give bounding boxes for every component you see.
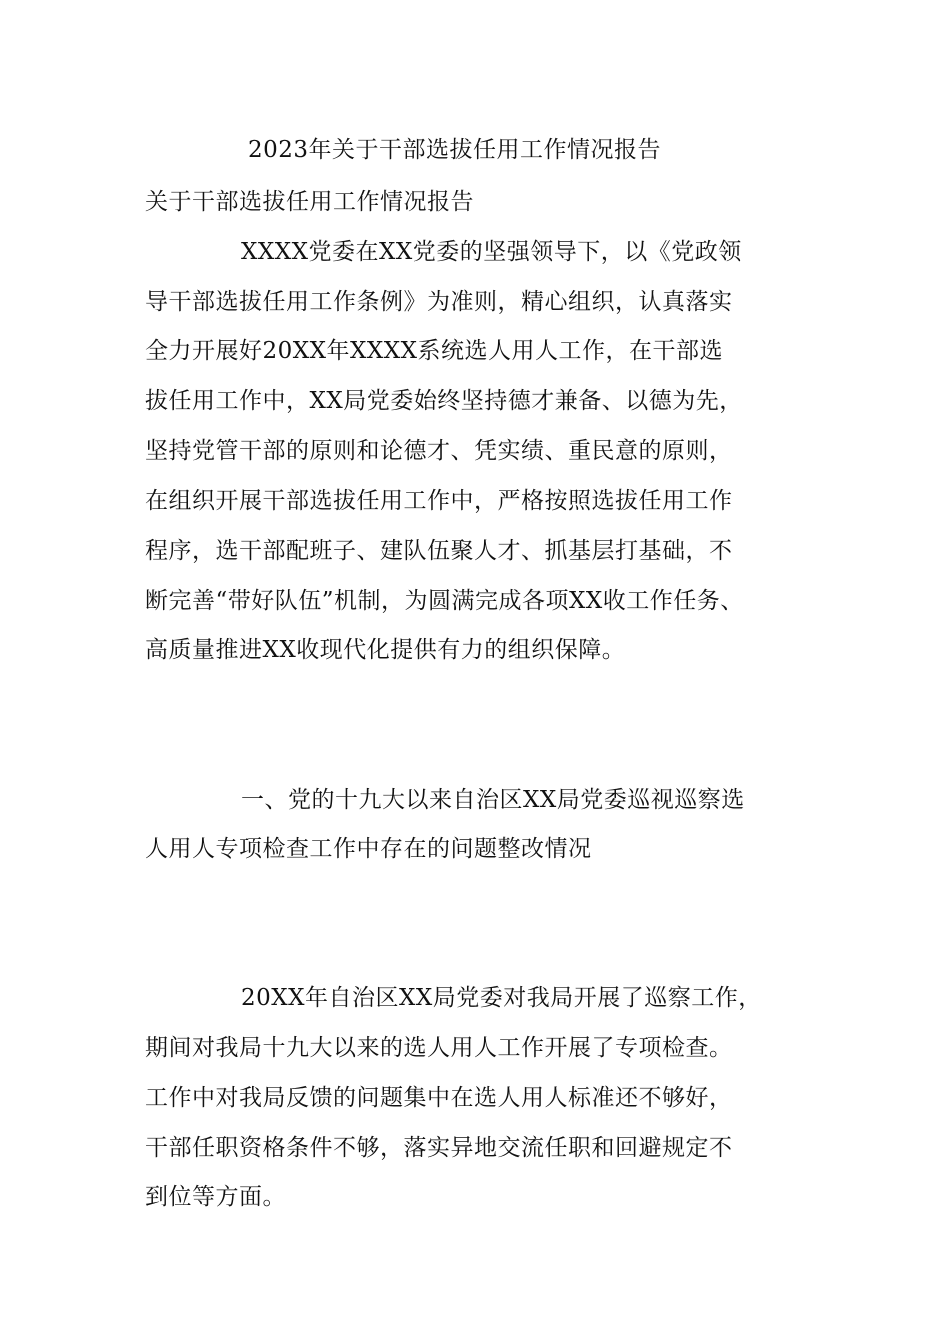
paragraph-line: 工作中对我局反馈的问题集中在选人用人标准还不够好， <box>145 1085 733 1111</box>
paragraph-line: 坚持党管干部的原则和论德才、凭实绩、重民意的原则， <box>145 438 733 464</box>
paragraph-line: 高质量推进XX收现代化提供有力的组织保障。 <box>145 637 626 663</box>
section-heading-line: 一、党的十九大以来自治区XX局党委巡视巡察选 <box>241 787 745 813</box>
paragraph-line: 全力开展好20XX年XXXX系统选人用人工作，在干部选 <box>145 338 724 364</box>
paragraph-line: 拔任用工作中，XX局党委始终坚持德才兼备、以德为先， <box>145 388 743 414</box>
paragraph-line: 程序，选干部配班子、建队伍聚人才、抓基层打基础，不 <box>145 538 733 564</box>
section-heading-line: 人用人专项检查工作中存在的问题整改情况 <box>145 836 592 862</box>
paragraph-line: 期间对我局十九大以来的选人用人工作开展了专项检查。 <box>145 1035 733 1061</box>
paragraph-line: 在组织开展干部选拔任用工作中，严格按照选拔任用工作 <box>145 488 733 514</box>
paragraph-line: 到位等方面。 <box>145 1184 286 1210</box>
document-subtitle: 关于干部选拔任用工作情况报告 <box>145 189 474 215</box>
document-title: 2023年关于干部选拔任用工作情况报告 <box>248 137 662 163</box>
paragraph-line: 导干部选拔任用工作条例》为准则，精心组织，认真落实 <box>145 289 733 315</box>
paragraph-line: 断完善“带好队伍”机制，为圆满完成各项XX收工作任务、 <box>145 588 744 614</box>
paragraph-line: XXXX党委在XX党委的坚强领导下，以《党政领 <box>241 239 742 265</box>
paragraph-line: 干部任职资格条件不够，落实异地交流任职和回避规定不 <box>145 1135 733 1161</box>
paragraph-line: 20XX年自治区XX局党委对我局开展了巡察工作， <box>241 985 762 1011</box>
